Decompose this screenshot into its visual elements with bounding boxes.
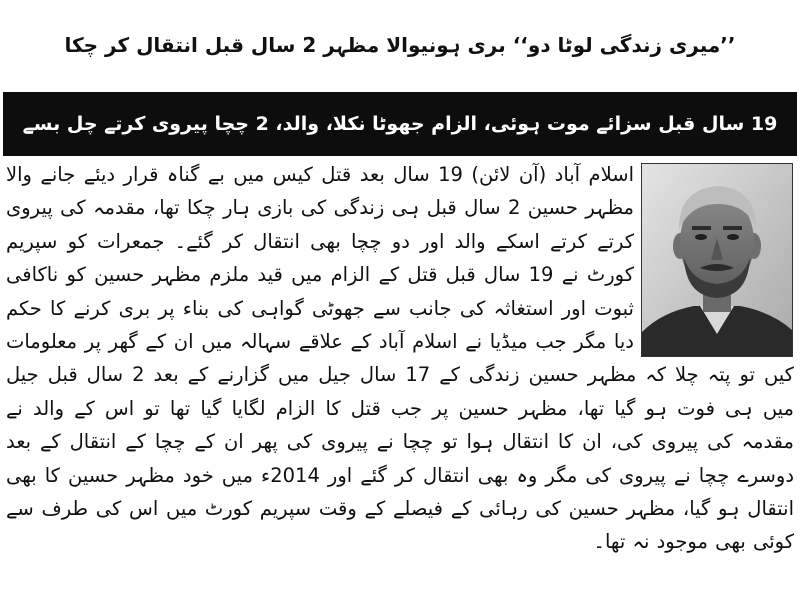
subheadline-bar	[3, 92, 797, 156]
subheadline: 19 سال قبل سزائے موت ہوئی، الزام جھوٹا نکلا، والد، 2 چچا پیروی کرتے چل بسے	[22, 112, 778, 135]
article-body	[6, 158, 794, 594]
article-body-text: اسلام آباد (آن لائن) 19 سال بعد قتل کیس میں بے گناہ قرار دیئے جانے والا مظہر حسین 2 سال قبل ہی زندگی کی بازی ہار چکا تھا، مقدمہ کی پیروی کرتے کرتے اسکے والد اور دو چچا بھی انتقال کر گئے۔ جمعرات کو سپریم کورٹ نے 19 سال قبل قتل کے الزام میں قید ملزم مظہر حسین کو ناکافی ثبوت اور استغاثہ کی جانب سے جھوٹی گواہی کی بناء پر بری کرنے کا حکم دیا مگر جب میڈیا نے اسلام آباد کے علاقے سہالہ میں ان کے گھر پر معلومات کیں تو پتہ چلا کہ مظہر حسین زندگی کے 17 سال جیل میں گزارنے کے بعد 2 سال قبل جیل میں ہی فوت ہو گیا تھا، مظہر حسین پر جب قتل کا الزام لگایا گیا تھا تو اس کے والد نے مقدمہ کی پیروی کی، ان کا انتقال ہوا تو چچا نے پیروی کی پھر ان کے چچا کے انتقال کے بعد دوسرے چچا نے پیروی کی مگر وہ بھی انتقال کر گئے اور 2014ء میں خود مظہر حسین کا بھی انتقال ہو گیا، مظہر حسین کی رہائی کے فیصلے کے وقت سپریم کورٹ میں اس کی طرف سے کوئی بھی موجود نہ تھا۔	[6, 163, 794, 554]
photo-wrap-space	[634, 158, 794, 358]
headline: ’’میری زندگی لوٹا دو‘‘ بری ہونیوالا مظہر 2 سال قبل انتقال کر چکا	[64, 33, 736, 57]
